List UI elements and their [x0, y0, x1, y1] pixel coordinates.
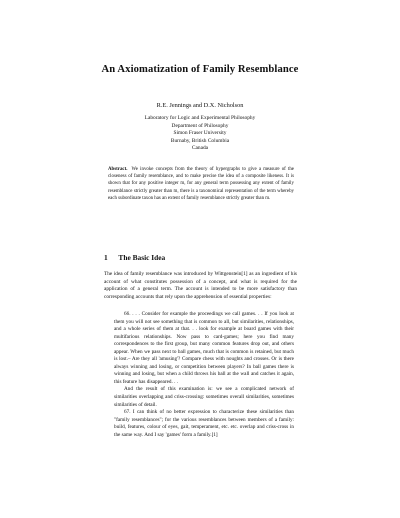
block-quote [114, 311, 294, 439]
quote-paragraph: 66. . . . Consider for example the proceedings we call games. . . If you look at them you will not see something that is common to all, but similarities, relationships, and a whole series of them at that. . . look for example at board games with their multifarious relationships. Now pass to card-games; here you find many correspondences to the first group, but many common features drop out, and others appear. When we pass next to ball games, much that is common is retained, but much is lost.– Are they all 'amusing'? Compare chess with noughts and crosses. Or is there always winning and losing, or competition between players? In ball games there is winning and losing, but when a child throws his ball at the wall and catches it again, this feature has disappeared. . . [114, 311, 294, 385]
abstract-text: We invoke concepts from the theory of hypergraphs to give a measure of the closeness of family resemblance, and to make precise the idea of a composite likeness. It is shown that for any positive integer m, for any general term possessing any extent of family resemblance strictly greater than m, there is a taxonomical representation of the term whereby each subordinate taxon has an extent of family resemblance strictly greater than m. [108, 167, 294, 201]
section-title: The Basic Idea [118, 253, 166, 262]
abstract-label: Abstract. [108, 167, 128, 172]
paper-title: An Axiomatization of Family Resemblance [101, 64, 299, 75]
intro-paragraph: The idea of family resemblance was introduced by Wittgenstein[1] as an ingredient of his account of what constitutes possession of a concept, and what is required for the application of a general term. The account is intended to be more satisfactory than corresponding accounts that rely upon the apprehension of essential properties: [104, 271, 297, 301]
affiliation-line: Simon Fraser University [173, 130, 227, 136]
affiliation-block [0, 115, 400, 153]
affiliation-line: Department of Philosophy [171, 122, 229, 129]
affiliation-line: Burnaby, British Columbia [170, 137, 230, 144]
authors: R.E. Jennings and D.X. Nicholson [156, 102, 244, 109]
section-heading [104, 253, 165, 262]
quote-paragraph: And the result of this examination is: we see a complicated network of similarities overlapping and criss-crossing: sometimes overall similarities, sometimes similarities of detail. [114, 386, 294, 408]
abstract [108, 166, 294, 202]
section-number: 1 [104, 253, 108, 262]
affiliation-line: Laboratory for Logic and Experimental Philosophy [144, 115, 256, 121]
affiliation-line: Canada [191, 145, 209, 151]
quote-paragraph: 67. I can think of no better expression to characterize these similarities than "family resemblances"; for the various resemblances between members of a family: build, features, colour of eyes, gait, temperament, etc. etc. overlap and criss-cross in the same way. And I say 'games' form a family.[1] [114, 409, 294, 438]
